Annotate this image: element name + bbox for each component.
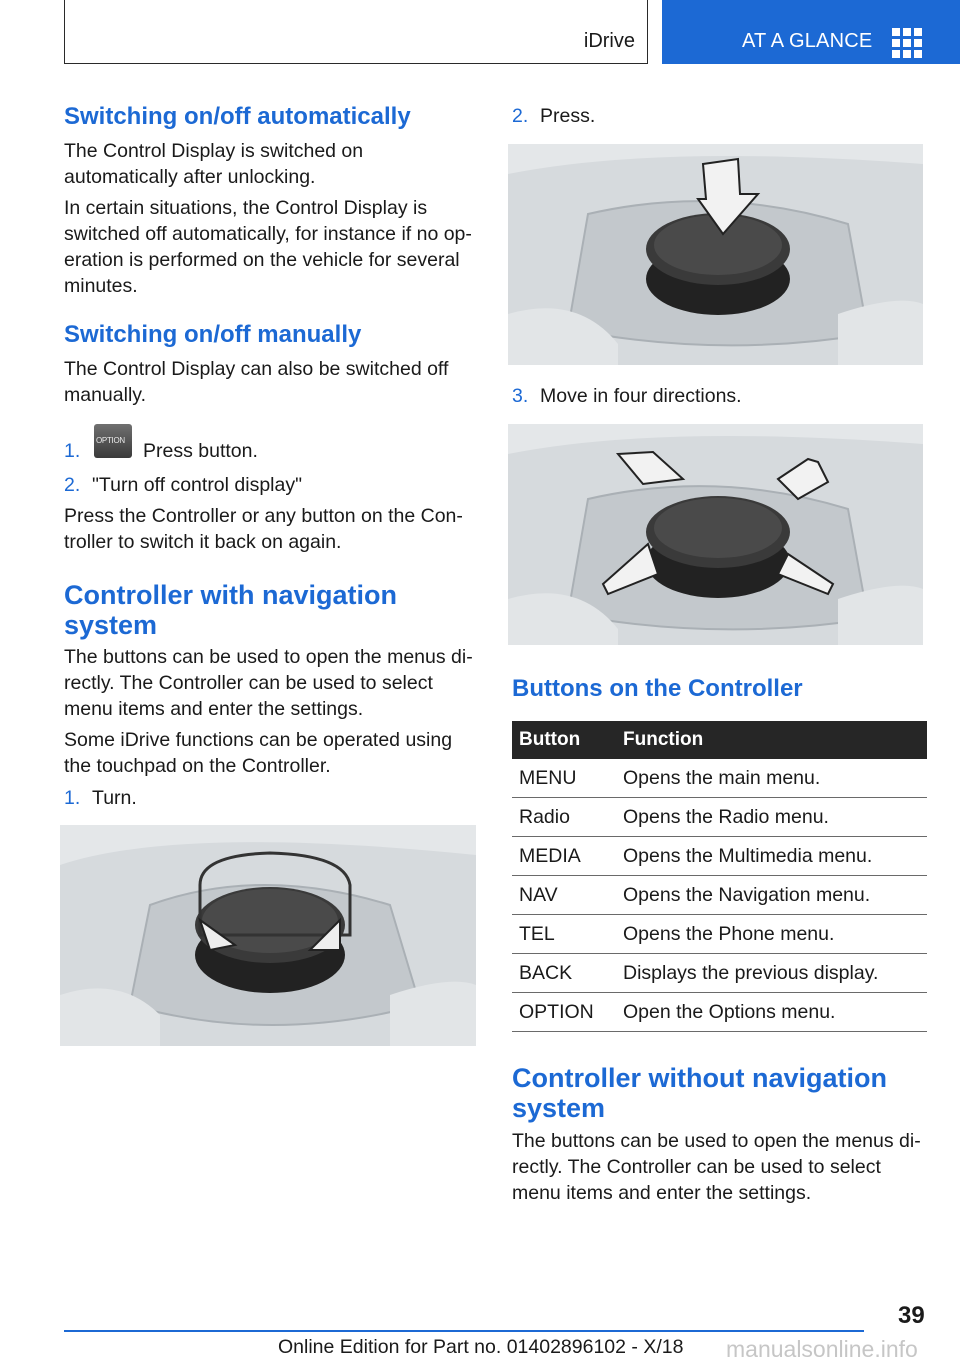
step-turn-number: 1. <box>64 787 81 809</box>
heading-switch-auto: Switching on/off automatically <box>64 103 411 130</box>
header-section-title: iDrive <box>583 30 635 52</box>
footer-rule <box>64 1330 864 1332</box>
table-cell-function: Opens the Navigation menu. <box>616 876 927 915</box>
step-1-text: Press button. <box>143 440 258 462</box>
step-move-number: 3. <box>512 385 529 407</box>
paragraph-no-nav: The buttons can be used to open the menus di-rectly. The Controller can be used to select menu items and enter the settings. <box>512 1130 921 1204</box>
table-row <box>512 993 927 1032</box>
table-header-function: Function <box>616 721 927 759</box>
header-chapter-tab[interactable] <box>662 0 960 64</box>
step-1 <box>64 424 480 464</box>
table-cell-button: TEL <box>512 915 616 954</box>
table-header-button: Button <box>512 721 616 759</box>
step-press <box>512 103 595 129</box>
table-header-row <box>512 721 927 759</box>
footer-edition: Online Edition for Part no. 01402896102 - X/18 <box>278 1336 684 1358</box>
table-cell-button: MENU <box>512 759 616 798</box>
option-button-icon-label: OPTION <box>96 436 125 445</box>
table-cell-button: Radio <box>512 798 616 837</box>
heading-switch-manual: Switching on/off manually <box>64 321 362 348</box>
paragraph-auto-1: The Control Display is switched on automatically after unlocking. <box>64 140 364 188</box>
controller-turn-image <box>60 825 476 1046</box>
heading-controller-no-nav: Controller without navigation system <box>512 1063 887 1123</box>
page-number: 39 <box>898 1302 925 1329</box>
step-move-text: Move in four directions. <box>540 385 742 407</box>
table-cell-function: Opens the Multimedia menu. <box>616 837 927 876</box>
table-cell-button: BACK <box>512 954 616 993</box>
paragraph-nav-1: The buttons can be used to open the menus di-rectly. The Controller can be used to select menu items and enter the settings. <box>64 646 473 720</box>
table-row <box>512 759 927 798</box>
table-cell-function: Opens the Phone menu. <box>616 915 927 954</box>
step-turn-text: Turn. <box>92 787 137 809</box>
step-press-number: 2. <box>512 105 529 127</box>
table-cell-button: OPTION <box>512 993 616 1032</box>
paragraph-auto-2: In certain situations, the Control Display is switched off automatically, for instance if no op-eration is performed on the vehicle for several minutes. <box>64 197 472 297</box>
step-press-text: Press. <box>540 105 596 127</box>
table-cell-function: Opens the main menu. <box>616 759 927 798</box>
table-cell-function: Open the Options menu. <box>616 993 927 1032</box>
step-turn <box>64 785 137 811</box>
step-2 <box>64 472 480 498</box>
heading-controller-nav: Controller with navigation system <box>64 580 398 640</box>
controller-turn-illustration <box>60 825 476 1046</box>
controller-press-image <box>508 144 923 365</box>
controller-move-illustration <box>508 424 923 645</box>
menu-grid-icon <box>892 28 922 56</box>
step-2-number: 2. <box>64 474 81 496</box>
step-1-number: 1. <box>64 440 81 462</box>
controller-move-image <box>508 424 923 645</box>
table-cell-button: NAV <box>512 876 616 915</box>
table-cell-function: Opens the Radio menu. <box>616 798 927 837</box>
table-row <box>512 876 927 915</box>
paragraph-manual-2: Press the Controller or any button on the Con-troller to switch it back on again. <box>64 505 463 553</box>
table-cell-button: MEDIA <box>512 837 616 876</box>
paragraph-manual-1: The Control Display can also be switched off manually. <box>64 358 449 406</box>
paragraph-nav-2: Some iDrive functions can be operated using the touchpad on the Controller. <box>64 729 453 777</box>
table-row <box>512 954 927 993</box>
table-row <box>512 798 927 837</box>
table-cell-function: Displays the previous display. <box>616 954 927 993</box>
controller-press-illustration <box>508 144 923 365</box>
option-button-icon <box>94 424 132 458</box>
buttons-table <box>512 721 927 1032</box>
step-move <box>512 383 742 409</box>
watermark: manualsonline.info <box>726 1336 918 1362</box>
header-chapter-title: AT A GLANCE <box>742 30 873 52</box>
step-2-text: "Turn off control display" <box>92 474 303 496</box>
table-row <box>512 915 927 954</box>
heading-buttons-controller: Buttons on the Controller <box>512 675 803 702</box>
header-section-box <box>64 0 648 64</box>
table-row <box>512 837 927 876</box>
